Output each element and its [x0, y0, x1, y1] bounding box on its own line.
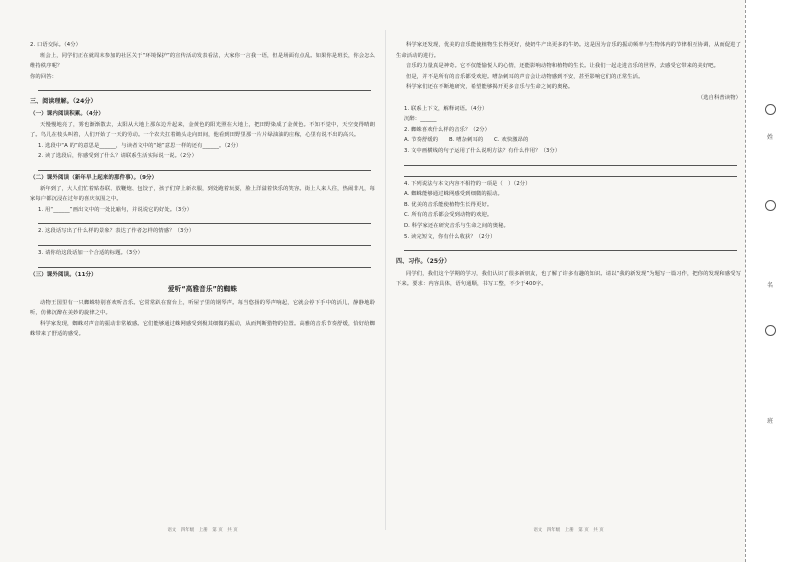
article-question-4: 4. 下列说法与本文内容不相符的一项是（ ）（2分）: [404, 180, 531, 187]
article-paragraph-2: 科学家发现，蜘蛛对声音的振动非常敏感。它们能够通过蛛网感受到极其细微的振动，从而判断猎物的位置。高雅的音乐节奏舒缓，恰好给蜘蛛带来了舒适的感受。: [30, 320, 375, 338]
section-4-heading: 四、习作。（25分）: [396, 258, 451, 266]
essay-prompt: 同学们，我们这个学期的学习，我们认识了很多新朋友，也了解了许多有趣的知识。请以“我的新发现”为题写一篇习作，把你的发现和感受写下来。要求：内容具体，语句通顺，书写工整，不少于400字。: [396, 270, 741, 288]
section-3-heading: 三、阅读理解。（24分）: [30, 98, 97, 106]
article-paragraph-6: 科学家们还在不断地研究，希望能够揭开更多音乐与生命之间的奥秘。: [406, 84, 574, 91]
answer-line[interactable]: [38, 259, 371, 268]
article-question-4-option-c: C. 所有的音乐都会受到动物的欢迎。: [404, 212, 493, 219]
page-footer-left: 语文 四年级 上册 第 页 共 页: [167, 528, 238, 533]
article-question-4-option-b: B. 优美的音乐能使植物生长得更好。: [404, 201, 493, 208]
subsection-2-passage: 新年到了，大人们忙着贴春联、放鞭炮、包饺子，孩子们穿上新衣服，到处跑着玩耍，脸上洋溢着快乐的笑容。街上人来人往，热闹非凡，每家每户都沉浸在过年的喜庆氛围之中。: [30, 185, 375, 203]
answer-line[interactable]: [404, 242, 737, 251]
article-source: （选自科普读物）: [697, 94, 741, 101]
binding-hole-icon: [765, 200, 776, 211]
left-column: [30, 40, 375, 340]
article-paragraph-5: 但是，并不是所有的音乐都受欢迎。嘈杂刺耳的声音会让动物感到不安，甚至影响它们的正常生活。: [406, 73, 644, 80]
subsection-2-question-3: 3. 请你给这段话加一个合适的标题。（3分）: [38, 249, 144, 256]
article-paragraph-1: 动物王国里有一只蜘蛛特别喜欢听音乐。它常常趴在窗台上，听屋子里的钢琴声。每当悠扬的琴声响起，它就会停下手中的活儿，静静地聆听，仿佛沉醉在美妙的旋律之中。: [30, 299, 375, 317]
article-question-4-option-a: A. 蜘蛛能够通过蛛网感受到细微的振动。: [404, 191, 503, 198]
binding-label: 姓: [767, 134, 774, 141]
question-2-answer-label: 你的回答：: [30, 73, 57, 80]
subsection-1-question-1: 1. 选段中“A 的”的意思是______，与读者文中的“她”意思一样的还有______。（2分）: [38, 142, 242, 149]
binding-label: 班: [767, 418, 774, 425]
article-question-4-option-d: D. 科学家还在研究音乐与生命之间的奥秘。: [404, 222, 509, 229]
answer-line[interactable]: [38, 215, 371, 224]
article-question-1: 1. 联系上下文，解释词语。（4分）: [404, 105, 488, 112]
article-question-2-options: A. 节奏舒缓的 B. 嘈杂刺耳的 C. 欢快激昂的: [404, 137, 529, 144]
binding-hole-icon: [765, 325, 776, 336]
answer-line[interactable]: [38, 237, 371, 246]
article-title: 爱听“高雅音乐”的蜘蛛: [167, 285, 238, 294]
article-question-2: 2. 蜘蛛喜欢什么样的音乐？（2分）: [404, 126, 491, 133]
subsection-2-heading: （二）课外阅读（新年早上起来的那件事）。（9分）: [30, 174, 158, 181]
answer-line[interactable]: [38, 162, 371, 171]
article-paragraph-3: 科学家还发现，优美的音乐能使植物生长得更好，使奶牛产出更多的牛奶。这是因为音乐的振动频率与生物体内的节律相互协调，从而促进了生命活动的进行。: [396, 42, 741, 59]
answer-line[interactable]: [38, 82, 371, 91]
subsection-3-heading: （三）课外阅读。（11分）: [30, 271, 97, 278]
binding-label: 名: [767, 282, 774, 289]
article-question-5: 5. 读完短文，你有什么收获？（2分）: [404, 233, 496, 240]
answer-line[interactable]: [404, 168, 737, 177]
article-question-1-term: 沉醉：______: [404, 116, 437, 123]
subsection-1-question-2: 2. 读了选段后，你感受到了什么？请联系生活实际说一说。（2分）: [38, 153, 197, 160]
page-divider: [385, 30, 386, 530]
subsection-1-passage: 天慢慢地亮了，雾也渐渐散去，太阳从大地上那东边升起来，金黄色的阳光照在大地上，把田野染成了金黄色。不知不觉中，天空变得晴朗了。鸟儿在枝头叫着，人们开始了一天的劳动。一个农夫扛着锄头走向田间，他看到田野里那一片片绿油油的庄稼，心里有说不出的高兴。: [30, 121, 375, 139]
question-2-heading: 2. 口语交际。（4分）: [30, 42, 82, 48]
article-question-3: 3. 文中画横线的句子运用了什么说明方法？有什么作用？（3分）: [404, 147, 561, 154]
article-paragraph-4: 音乐的力量真是神奇。它不仅能愉悦人的心情，还能影响动物和植物的生长。让我们一起走进音乐的世界，去感受它带来的美好吧。: [406, 63, 720, 70]
question-2-prompt: 班会上，同学们正在就周末参加的社区关于“环境保护”的宣传活动发表看法，大家你一言我一语，但是场面有点乱。如果你是班长，你会怎么维持秩序呢？: [30, 52, 375, 70]
subsection-2-question-2: 2. 这段话写出了什么样的景象？表达了作者怎样的情感？（3分）: [38, 228, 195, 235]
binding-hole-icon: [765, 104, 776, 115]
page-footer-right: 语文 四年级 上册 第 页 共 页: [533, 528, 604, 533]
right-column: [396, 40, 741, 290]
answer-line[interactable]: [404, 157, 737, 166]
subsection-1-heading: （一）课内阅读积累。（4分）: [30, 110, 104, 117]
subsection-2-question-1: 1. 用“______”画出文中的一处比喻句，并说说它的好处。（3分）: [38, 206, 193, 213]
